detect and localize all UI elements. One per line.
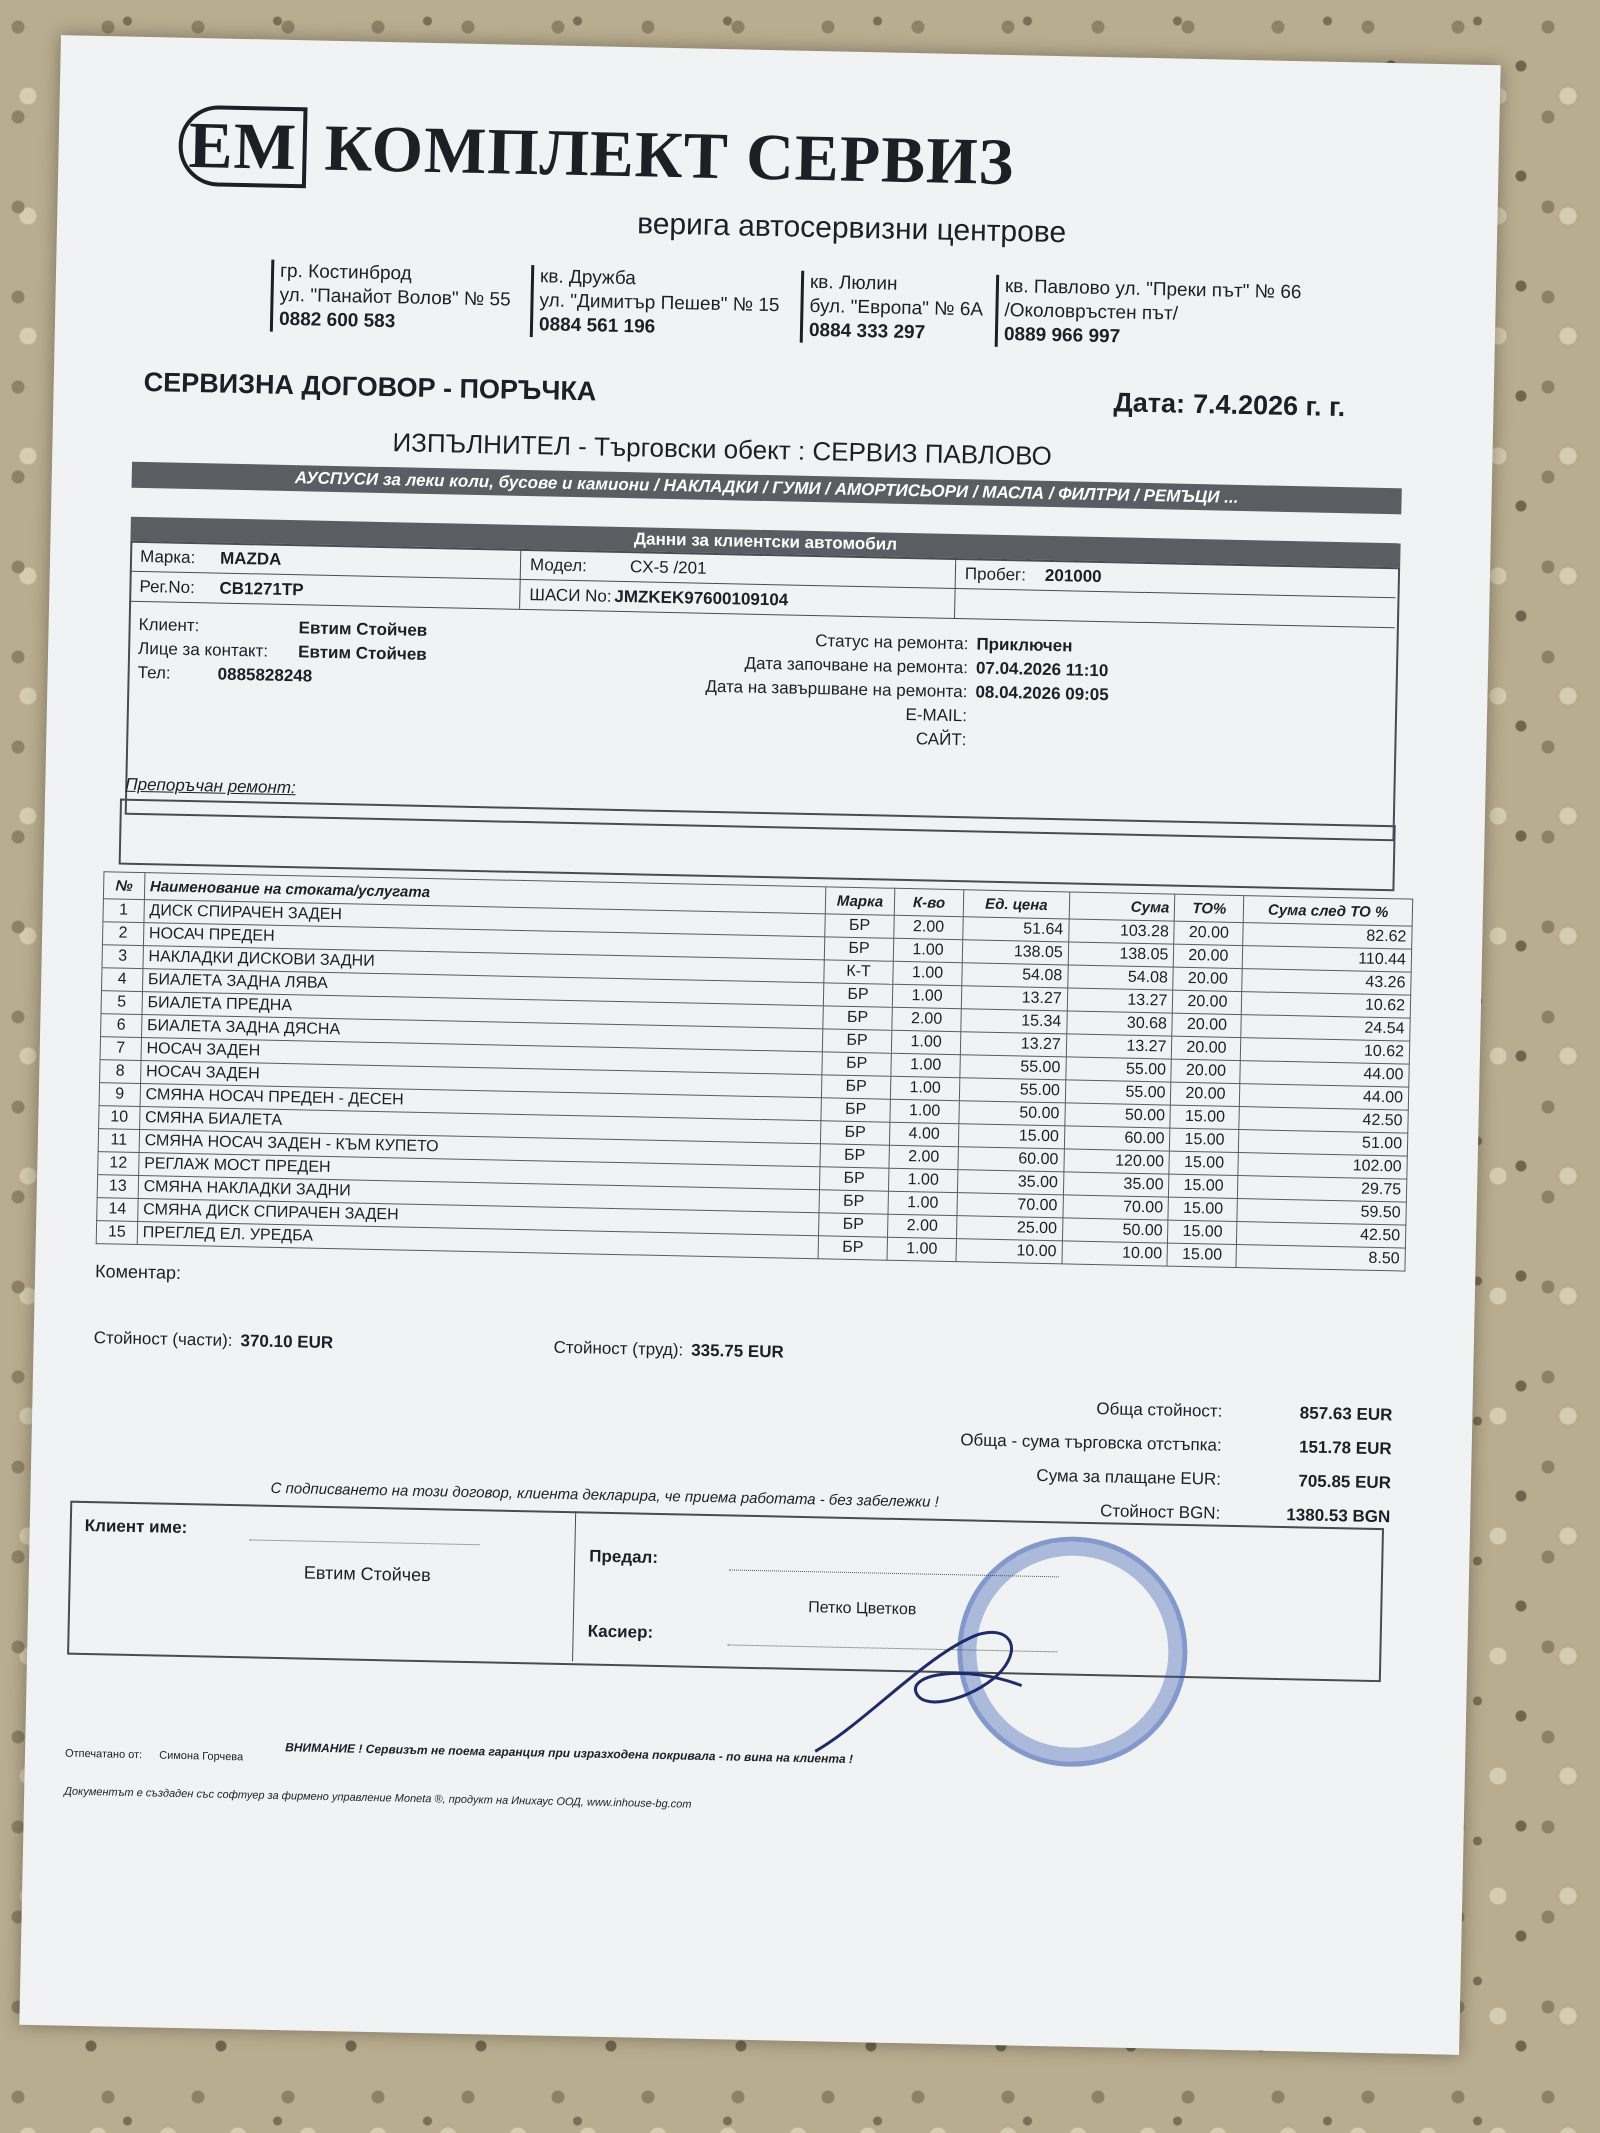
address-line: кв. Павлово ул. "Преки път" № 66 (1004, 275, 1302, 304)
item-qty: 1.00 (888, 1191, 958, 1215)
item-sum-after: 44.00 (1240, 1084, 1409, 1111)
item-sum: 50.00 (1065, 1103, 1171, 1128)
client-declaration: С подписването на този договор, клиента декларира, че приема работата - без забележки ! (270, 1479, 939, 1511)
status-label: Статус на ремонта: (815, 631, 969, 654)
item-discount: 20.00 (1173, 967, 1243, 991)
model-value: CX-5 /201 (629, 557, 707, 578)
item-name: РЕГЛАЖ МОСТ ПРЕДЕН (138, 1153, 820, 1190)
col-header-brand: Марка (825, 887, 895, 915)
item-name: СМЯНА ДИСК СПИРАЧЕН ЗАДЕН (137, 1199, 819, 1236)
item-discount: 20.00 (1173, 990, 1243, 1014)
item-sum-after: 59.50 (1237, 1199, 1406, 1226)
address-phone: 0889 966 997 (1003, 323, 1121, 348)
item-sum-after: 42.50 (1237, 1222, 1406, 1249)
client-name-label: Клиент име: (84, 1515, 188, 1538)
item-sum: 50.00 (1062, 1218, 1168, 1243)
item-discount: 20.00 (1171, 1059, 1241, 1083)
item-name: СМЯНА НАКЛАДКИ ЗАДНИ (138, 1176, 820, 1213)
item-name: ПРЕГЛЕД ЕЛ. УРЕДБА (137, 1222, 819, 1259)
item-sum: 120.00 (1064, 1149, 1170, 1174)
item-qty: 4.00 (889, 1122, 959, 1146)
item-sum: 103.28 (1068, 919, 1174, 944)
items-table (96, 871, 1414, 1271)
address-line: кв. Люлин (809, 271, 898, 295)
item-no: 9 (99, 1083, 140, 1107)
address-line: гр. Костинброд (279, 260, 412, 285)
item-no: 12 (98, 1152, 139, 1176)
address-block-2 (530, 265, 780, 342)
item-unit-price: 138.05 (962, 940, 1068, 965)
item-unit-price: 55.00 (960, 1055, 1066, 1080)
item-discount: 15.00 (1170, 1128, 1240, 1152)
address-phone: 0882 600 583 (278, 308, 396, 333)
item-discount: 20.00 (1172, 1036, 1242, 1060)
handed-name-value: Петко Цветков (808, 1599, 917, 1619)
item-sum: 13.27 (1066, 1034, 1172, 1059)
item-sum-after: 24.54 (1241, 1015, 1410, 1042)
item-name: СМЯНА НОСАЧ ЗАДЕН - КЪМ КУПЕТО (139, 1130, 821, 1167)
item-sum: 30.68 (1067, 1011, 1173, 1036)
document-title: СЕРВИЗНА ДОГОВОР - ПОРЪЧКА (143, 366, 597, 407)
address-line: кв. Дружба (539, 266, 637, 290)
item-discount: 15.00 (1168, 1220, 1238, 1244)
vin-label: ШАСИ No: (529, 585, 612, 606)
col-header-discount: ТО% (1175, 894, 1245, 922)
item-unit-price: 15.34 (961, 1009, 1067, 1034)
item-sum: 55.00 (1065, 1080, 1171, 1105)
item-qty: 1.00 (890, 1076, 960, 1100)
labor-cost-label: Стойност (труд): (553, 1337, 684, 1360)
item-qty: 2.00 (894, 915, 964, 939)
document-date (1113, 387, 1345, 423)
warning-note: ВНИМАНИЕ ! Сервизът не поема гаранция при изразходена покривала - по вина на клиента ! (285, 1740, 854, 1767)
reg-value: CB1271TP (219, 578, 304, 600)
item-name: БИАЛЕТА ЗАДНА ДЯСНА (141, 1015, 823, 1052)
recommended-label: Препоръчан ремонт: (125, 774, 296, 798)
item-sum-after: 82.62 (1243, 923, 1412, 950)
item-qty: 2.00 (892, 1007, 962, 1031)
item-sum-after: 44.00 (1240, 1061, 1409, 1088)
item-unit-price: 54.08 (962, 963, 1068, 988)
item-sum-after: 29.75 (1238, 1176, 1407, 1203)
item-unit-price: 50.00 (959, 1101, 1065, 1126)
printed-by-label: Отпечатано от: (64, 1747, 143, 1762)
address-line: бул. "Европа" № 6А (809, 295, 984, 321)
item-no: 7 (100, 1037, 141, 1061)
item-unit-price: 10.00 (956, 1239, 1062, 1264)
address-line: /Околовръстен път/ (1004, 299, 1179, 325)
site-label: САЙТ: (915, 729, 967, 750)
item-brand: БР (818, 1236, 888, 1260)
item-qty: 2.00 (889, 1145, 959, 1169)
item-no: 6 (101, 1014, 142, 1038)
item-brand: К-Т (824, 960, 894, 984)
item-sum-after: 10.62 (1242, 992, 1411, 1019)
item-qty: 1.00 (892, 984, 962, 1008)
col-header-no: № (103, 872, 144, 900)
item-name: СМЯНА БИАЛЕТА (139, 1107, 821, 1144)
item-unit-price: 51.64 (963, 917, 1069, 942)
handwritten-signature (805, 1611, 1038, 1766)
printed-by-value: Симона Горчева (159, 1749, 244, 1764)
item-no: 8 (100, 1060, 141, 1084)
address-phone: 0884 333 297 (808, 319, 926, 344)
item-sum: 13.27 (1067, 988, 1173, 1013)
printed-by (65, 1748, 243, 1764)
date-value: 7.4.2026 г. г. (1192, 388, 1346, 423)
col-header-sum: Сума (1069, 892, 1175, 921)
item-no: 11 (98, 1129, 139, 1153)
client-label: Клиент: (138, 614, 200, 636)
item-unit-price: 55.00 (959, 1078, 1065, 1103)
item-brand: БР (822, 1029, 892, 1053)
item-brand: БР (824, 937, 894, 961)
item-brand: БР (820, 1144, 890, 1168)
item-sum: 138.05 (1068, 942, 1174, 967)
logo-name: КОМПЛЕКТ СЕРВИЗ (323, 111, 1016, 200)
reg-label: Рег.No: (139, 576, 196, 598)
contact-value: Евтим Стойчев (297, 642, 427, 664)
item-no: 1 (103, 899, 144, 923)
item-sum-after: 51.00 (1239, 1130, 1408, 1157)
item-sum-after: 10.62 (1241, 1038, 1410, 1065)
item-qty: 2.00 (888, 1214, 958, 1238)
item-no: 13 (97, 1175, 138, 1199)
item-name: НОСАЧ ПРЕДЕН (143, 923, 825, 960)
handed-label: Предал: (589, 1546, 659, 1567)
col-header-sum-after: Сума след ТО % (1244, 896, 1413, 927)
repair-info-labels (606, 625, 968, 753)
item-unit-price: 35.00 (958, 1170, 1064, 1195)
model-label: Модел: (529, 555, 588, 576)
end-label: Дата на завършване на ремонта: (705, 676, 968, 702)
company-logo (178, 108, 1015, 201)
item-sum-after: 43.26 (1242, 969, 1411, 996)
company-tagline: верига автосервизни центрове (636, 207, 1067, 250)
item-brand: БР (818, 1213, 888, 1237)
item-unit-price: 13.27 (960, 1032, 1066, 1057)
total-value: 151.78 EUR (1298, 1437, 1392, 1459)
total-value: 857.63 EUR (1299, 1403, 1393, 1425)
phone-label: Тел: (137, 662, 171, 683)
email-label: E-MAIL: (905, 704, 968, 726)
item-discount: 15.00 (1168, 1197, 1238, 1221)
item-discount: 15.00 (1169, 1151, 1239, 1175)
software-note: Документът е създаден със софтуер за фирмено управление Moneta ®, продукт на Инихаус ООД, www.inhouse-bg.com (64, 1785, 692, 1811)
total-label: Сума за плащане EUR: (1036, 1465, 1222, 1489)
item-sum-after: 8.50 (1236, 1245, 1405, 1272)
item-no: 2 (102, 922, 143, 946)
item-sum: 10.00 (1062, 1241, 1168, 1266)
item-sum-after: 110.44 (1243, 946, 1412, 973)
item-name: ДИСК СПИРАЧЕН ЗАДЕН (144, 900, 826, 937)
item-sum-after: 42.50 (1239, 1107, 1408, 1134)
item-brand: БР (819, 1167, 889, 1191)
item-no: 10 (99, 1106, 140, 1130)
mileage-label: Пробег: (964, 564, 1027, 585)
start-value: 07.04.2026 11:10 (975, 658, 1109, 681)
address-phone: 0884 561 196 (538, 314, 656, 338)
contact-label: Лице за контакт: (137, 638, 269, 661)
item-discount: 15.00 (1167, 1243, 1237, 1267)
item-discount: 20.00 (1174, 921, 1244, 945)
item-sum: 35.00 (1063, 1172, 1169, 1197)
item-qty: 1.00 (893, 961, 963, 985)
item-sum: 70.00 (1063, 1195, 1169, 1220)
item-brand: БР (823, 983, 893, 1007)
item-discount: 15.00 (1170, 1105, 1240, 1129)
repair-info-values (975, 632, 1110, 707)
services-banner: АУСПУСИ за леки коли, бусове и камиони / НАКЛАДКИ / ГУМИ / АМОРТИСЬОРИ / МАСЛА / ФИЛТРИ / РЕМЪЦИ ... (132, 462, 1402, 515)
col-header-name: Наименование на стоката/услугата (144, 873, 826, 914)
item-brand: БР (822, 1052, 892, 1076)
logo-prefix: ЕМ (178, 105, 308, 189)
date-label: Дата: (1113, 387, 1186, 419)
item-brand: БР (819, 1190, 889, 1214)
parts-cost-value: 370.10 EUR (240, 1331, 334, 1353)
item-qty: 1.00 (890, 1099, 960, 1123)
item-qty: 1.00 (891, 1030, 961, 1054)
address-block-3 (800, 271, 984, 347)
item-sum: 55.00 (1066, 1057, 1172, 1082)
total-label: Обща - сума търговска отстъпка: (960, 1430, 1222, 1455)
item-name: НОСАЧ ЗАДЕН (140, 1061, 822, 1098)
item-no: 5 (101, 991, 142, 1015)
labor-cost-value: 335.75 EUR (691, 1340, 785, 1362)
item-no: 3 (102, 945, 143, 969)
parts-cost-label: Стойност (части): (93, 1328, 233, 1351)
item-discount: 20.00 (1174, 944, 1244, 968)
total-value: 705.85 EUR (1298, 1471, 1392, 1493)
address-line: ул. "Димитър Пешев" № 15 (539, 290, 780, 317)
parts-cost (94, 1328, 334, 1353)
item-discount: 15.00 (1169, 1174, 1239, 1198)
make-value: MAZDA (219, 548, 282, 569)
col-header-unit-price: Ед. цена (963, 890, 1069, 919)
item-unit-price: 13.27 (961, 986, 1067, 1011)
client-value: Евтим Стойчев (298, 618, 428, 640)
item-brand: БР (821, 1098, 891, 1122)
item-qty: 1.00 (893, 938, 963, 962)
item-discount: 20.00 (1171, 1082, 1241, 1106)
address-block-4 (995, 275, 1302, 353)
item-name: БИАЛЕТА ЗАДНА ЛЯВА (142, 969, 824, 1006)
vehicle-section-title: Данни за клиентски автомобил (130, 517, 1400, 568)
comment-label: Коментар: (94, 1261, 182, 1283)
item-no: 15 (96, 1221, 137, 1245)
status-value: Приключен (976, 634, 1073, 656)
phone-value: 0885828248 (217, 664, 313, 686)
cashier-label: Касиер: (587, 1621, 654, 1642)
mileage-value: 201000 (1044, 565, 1102, 587)
item-unit-price: 60.00 (958, 1147, 1064, 1172)
item-brand: БР (825, 914, 895, 938)
item-sum: 60.00 (1064, 1126, 1170, 1151)
address-line: ул. "Панайот Волов" № 55 (279, 284, 511, 311)
executor-line: ИЗПЪЛНИТЕЛ - Търговски обект : СЕРВИЗ ПАВЛОВО (392, 427, 1053, 471)
item-brand: БР (823, 1006, 893, 1030)
col-header-qty: К-во (894, 888, 964, 916)
item-name: СМЯНА НОСАЧ ПРЕДЕН - ДЕСЕН (140, 1084, 822, 1121)
start-label: Дата започване на ремонта: (744, 653, 969, 678)
service-contract-sheet (19, 35, 1500, 2055)
item-name: НАКЛАДКИ ДИСКОВИ ЗАДНИ (143, 946, 825, 983)
total-value: 1380.53 BGN (1286, 1505, 1391, 1527)
address-block-1 (270, 260, 512, 337)
item-name: БИАЛЕТА ПРЕДНА (142, 992, 824, 1029)
end-value: 08.04.2026 09:05 (975, 682, 1109, 705)
total-label: Обща стойност: (1096, 1399, 1223, 1421)
item-no: 14 (97, 1198, 138, 1222)
item-discount: 20.00 (1172, 1013, 1242, 1037)
item-unit-price: 70.00 (957, 1193, 1063, 1218)
client-name-value: Евтим Стойчев (303, 1562, 431, 1586)
make-label: Марка: (139, 546, 196, 568)
item-no: 4 (101, 968, 142, 992)
item-unit-price: 15.00 (958, 1124, 1064, 1149)
total-label: Стойност BGN: (1099, 1501, 1221, 1523)
item-qty: 1.00 (888, 1168, 958, 1192)
item-qty: 1.00 (887, 1237, 957, 1261)
item-name: НОСАЧ ЗАДЕН (141, 1038, 823, 1075)
totals-block (790, 1386, 1393, 1535)
item-unit-price: 25.00 (957, 1216, 1063, 1241)
vin-value: JMZKEK97600109104 (614, 586, 789, 610)
item-sum: 54.08 (1067, 965, 1173, 990)
item-brand: БР (820, 1121, 890, 1145)
items-body (96, 899, 1412, 1271)
labor-cost (553, 1338, 784, 1363)
item-sum-after: 102.00 (1238, 1153, 1407, 1180)
item-qty: 1.00 (891, 1053, 961, 1077)
item-brand: БР (821, 1075, 891, 1099)
